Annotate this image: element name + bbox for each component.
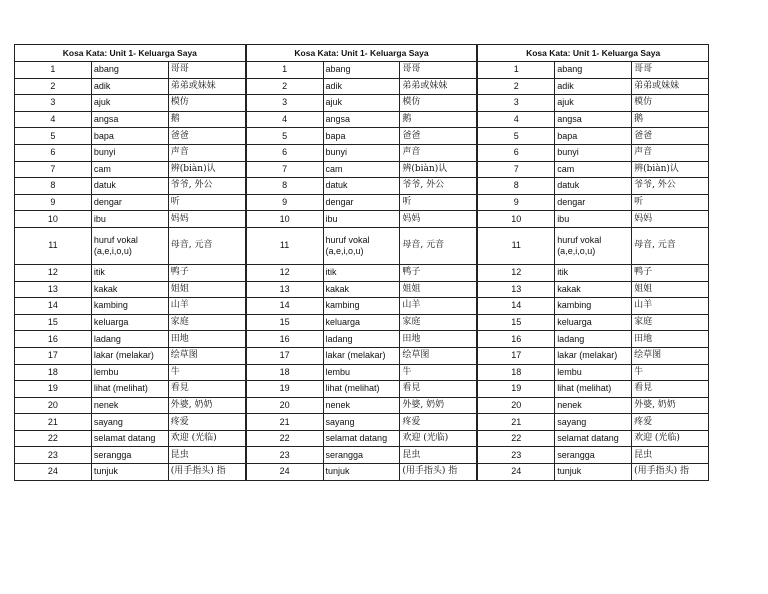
table-row — [478, 464, 709, 481]
table-row — [15, 227, 246, 264]
malay-word — [323, 227, 400, 264]
row-number: 1 — [15, 62, 92, 79]
row-number: 14 — [246, 298, 323, 315]
chinese-meaning: 外婆, 奶奶 — [400, 397, 477, 414]
row-number: 23 — [15, 447, 92, 464]
row-number: 23 — [246, 447, 323, 464]
malay-word: serangga — [91, 447, 168, 464]
table-row — [15, 211, 246, 228]
chinese-meaning: 鸭子 — [632, 264, 709, 281]
malay-word: nenek — [323, 397, 400, 414]
table-row — [246, 364, 477, 381]
chinese-meaning: 哥哥 — [632, 62, 709, 79]
chinese-meaning: 家庭 — [400, 314, 477, 331]
malay-word: adik — [323, 78, 400, 95]
row-number: 5 — [478, 128, 555, 145]
table-row — [478, 78, 709, 95]
table-row — [478, 111, 709, 128]
malay-word: bunyi — [323, 144, 400, 161]
malay-word: cam — [91, 161, 168, 178]
chinese-meaning: 母音, 元音 — [632, 227, 709, 264]
table-row — [478, 211, 709, 228]
table-row — [15, 144, 246, 161]
malay-word: adik — [91, 78, 168, 95]
table-row — [246, 95, 477, 112]
table-row — [478, 314, 709, 331]
table-row — [15, 78, 246, 95]
row-number: 4 — [478, 111, 555, 128]
chinese-meaning: 鹅 — [168, 111, 245, 128]
row-number: 12 — [15, 264, 92, 281]
chinese-meaning: 绘草图 — [632, 347, 709, 364]
table-row — [15, 381, 246, 398]
table-row — [478, 227, 709, 264]
row-number: 7 — [478, 161, 555, 178]
row-number: 11 — [15, 227, 92, 264]
chinese-meaning: 听 — [400, 194, 477, 211]
chinese-meaning: 鹅 — [400, 111, 477, 128]
malay-word: nenek — [555, 397, 632, 414]
chinese-meaning: 弟弟或妹妹 — [632, 78, 709, 95]
chinese-meaning: 模仿 — [400, 95, 477, 112]
row-number: 23 — [478, 447, 555, 464]
row-number: 3 — [246, 95, 323, 112]
malay-word: kakak — [91, 281, 168, 298]
malay-word: lembu — [555, 364, 632, 381]
row-number: 19 — [246, 381, 323, 398]
chinese-meaning: 弟弟或妹妹 — [168, 78, 245, 95]
table-row — [15, 161, 246, 178]
malay-word: lakar (melakar) — [91, 347, 168, 364]
malay-word: kakak — [323, 281, 400, 298]
row-number: 19 — [478, 381, 555, 398]
row-number: 10 — [246, 211, 323, 228]
row-number: 5 — [246, 128, 323, 145]
malay-word: cam — [323, 161, 400, 178]
chinese-meaning: 外婆, 奶奶 — [168, 397, 245, 414]
row-number: 12 — [478, 264, 555, 281]
chinese-meaning: 山羊 — [400, 298, 477, 315]
row-number: 1 — [478, 62, 555, 79]
malay-word: itik — [555, 264, 632, 281]
table-row — [246, 314, 477, 331]
vocab-table-3 — [477, 44, 709, 481]
row-number: 3 — [478, 95, 555, 112]
row-number: 14 — [478, 298, 555, 315]
table-row — [246, 111, 477, 128]
row-number: 8 — [246, 178, 323, 195]
malay-word: selamat datang — [91, 430, 168, 447]
malay-word: bunyi — [91, 144, 168, 161]
vocab-table-2 — [246, 44, 478, 481]
table-row — [15, 430, 246, 447]
chinese-meaning: 妈妈 — [168, 211, 245, 228]
table-row — [478, 364, 709, 381]
table-row — [246, 144, 477, 161]
row-number: 2 — [15, 78, 92, 95]
row-number: 21 — [15, 414, 92, 431]
chinese-meaning: 声音 — [168, 144, 245, 161]
row-number: 9 — [246, 194, 323, 211]
malay-word: angsa — [323, 111, 400, 128]
table-row — [246, 281, 477, 298]
row-number: 9 — [478, 194, 555, 211]
table-row — [15, 331, 246, 348]
row-number: 15 — [478, 314, 555, 331]
malay-word: keluarga — [323, 314, 400, 331]
chinese-meaning: 田地 — [400, 331, 477, 348]
malay-word: bunyi — [555, 144, 632, 161]
malay-word: sayang — [91, 414, 168, 431]
row-number: 17 — [478, 347, 555, 364]
row-number: 22 — [15, 430, 92, 447]
chinese-meaning: 看見 — [400, 381, 477, 398]
chinese-meaning: 姐姐 — [168, 281, 245, 298]
malay-word: selamat datang — [555, 430, 632, 447]
row-number: 17 — [246, 347, 323, 364]
chinese-meaning: 绘草图 — [400, 347, 477, 364]
table-row — [15, 111, 246, 128]
table-row — [246, 414, 477, 431]
malay-word-text: huruf vokal (a,e,i,o,u) — [557, 234, 602, 256]
table-row — [478, 331, 709, 348]
chinese-meaning: 辨(biàn)认 — [168, 161, 245, 178]
chinese-meaning: 鹅 — [632, 111, 709, 128]
malay-word — [555, 227, 632, 264]
chinese-meaning: 牛 — [168, 364, 245, 381]
chinese-meaning: 家庭 — [632, 314, 709, 331]
malay-word: serangga — [323, 447, 400, 464]
chinese-meaning: 家庭 — [168, 314, 245, 331]
row-number: 6 — [246, 144, 323, 161]
malay-word: ajuk — [91, 95, 168, 112]
table-row — [15, 128, 246, 145]
table-row — [246, 397, 477, 414]
malay-word: lihat (melihat) — [555, 381, 632, 398]
row-number: 24 — [246, 464, 323, 481]
chinese-meaning: 母音, 元音 — [400, 227, 477, 264]
table-title: Kosa Kata: Unit 1- Keluarga Saya — [478, 45, 709, 62]
table-row — [478, 397, 709, 414]
chinese-meaning: (用手指头) 指 — [632, 464, 709, 481]
malay-word: abang — [323, 62, 400, 79]
row-number: 14 — [15, 298, 92, 315]
table-title: Kosa Kata: Unit 1- Keluarga Saya — [246, 45, 477, 62]
row-number: 22 — [246, 430, 323, 447]
table-row — [246, 128, 477, 145]
row-number: 16 — [246, 331, 323, 348]
malay-word: itik — [91, 264, 168, 281]
row-number: 8 — [478, 178, 555, 195]
chinese-meaning: 母音, 元音 — [168, 227, 245, 264]
malay-word: ajuk — [555, 95, 632, 112]
row-number: 13 — [478, 281, 555, 298]
table-row — [15, 347, 246, 364]
row-number: 21 — [246, 414, 323, 431]
malay-word: datuk — [323, 178, 400, 195]
malay-word: datuk — [91, 178, 168, 195]
chinese-meaning: 牛 — [400, 364, 477, 381]
row-number: 6 — [15, 144, 92, 161]
malay-word: sayang — [323, 414, 400, 431]
chinese-meaning: 山羊 — [168, 298, 245, 315]
chinese-meaning: 昆虫 — [632, 447, 709, 464]
chinese-meaning: 模仿 — [168, 95, 245, 112]
malay-word: lihat (melihat) — [323, 381, 400, 398]
chinese-meaning: 爸爸 — [168, 128, 245, 145]
row-number: 17 — [15, 347, 92, 364]
malay-word: tunjuk — [91, 464, 168, 481]
malay-word: adik — [555, 78, 632, 95]
row-number: 15 — [15, 314, 92, 331]
table-row — [478, 264, 709, 281]
table-row — [15, 62, 246, 79]
chinese-meaning: 疼爱 — [400, 414, 477, 431]
malay-word: kambing — [323, 298, 400, 315]
chinese-meaning: 哥哥 — [168, 62, 245, 79]
table-row — [246, 381, 477, 398]
chinese-meaning: 昆虫 — [168, 447, 245, 464]
table-row — [246, 227, 477, 264]
malay-word: abang — [91, 62, 168, 79]
row-number: 18 — [15, 364, 92, 381]
row-number: 15 — [246, 314, 323, 331]
chinese-meaning: 声音 — [400, 144, 477, 161]
malay-word: bapa — [91, 128, 168, 145]
chinese-meaning: 弟弟或妹妹 — [400, 78, 477, 95]
malay-word-text: huruf vokal (a,e,i,o,u) — [325, 234, 370, 256]
malay-word — [91, 227, 168, 264]
row-number: 5 — [15, 128, 92, 145]
table-row — [478, 430, 709, 447]
malay-word: kambing — [555, 298, 632, 315]
malay-word: ajuk — [323, 95, 400, 112]
chinese-meaning: 外婆, 奶奶 — [632, 397, 709, 414]
chinese-meaning: 妈妈 — [400, 211, 477, 228]
malay-word: angsa — [91, 111, 168, 128]
malay-word: angsa — [555, 111, 632, 128]
chinese-meaning: 哥哥 — [400, 62, 477, 79]
malay-word-text: huruf vokal (a,e,i,o,u) — [93, 234, 138, 256]
row-number: 19 — [15, 381, 92, 398]
table-row — [478, 281, 709, 298]
malay-word: bapa — [555, 128, 632, 145]
row-number: 24 — [15, 464, 92, 481]
row-number: 10 — [478, 211, 555, 228]
table-row — [15, 314, 246, 331]
table-row — [478, 414, 709, 431]
chinese-meaning: 妈妈 — [632, 211, 709, 228]
row-number: 20 — [246, 397, 323, 414]
table-row — [478, 62, 709, 79]
chinese-meaning: 疼爱 — [168, 414, 245, 431]
table-row — [15, 95, 246, 112]
chinese-meaning: 姐姐 — [400, 281, 477, 298]
malay-word: keluarga — [555, 314, 632, 331]
table-row — [246, 264, 477, 281]
row-number: 2 — [478, 78, 555, 95]
malay-word: ibu — [555, 211, 632, 228]
malay-word: tunjuk — [555, 464, 632, 481]
malay-word: serangga — [555, 447, 632, 464]
table-row — [15, 178, 246, 195]
table-row — [246, 298, 477, 315]
malay-word: ibu — [91, 211, 168, 228]
malay-word: bapa — [323, 128, 400, 145]
table-row — [478, 128, 709, 145]
chinese-meaning: 鸭子 — [168, 264, 245, 281]
malay-word: kakak — [555, 281, 632, 298]
chinese-meaning: 爷爷, 外公 — [168, 178, 245, 195]
table-row — [246, 331, 477, 348]
chinese-meaning: 辨(biàn)认 — [632, 161, 709, 178]
row-number: 13 — [15, 281, 92, 298]
row-number: 9 — [15, 194, 92, 211]
chinese-meaning: 看見 — [632, 381, 709, 398]
malay-word: dengar — [91, 194, 168, 211]
row-number: 11 — [478, 227, 555, 264]
malay-word: dengar — [323, 194, 400, 211]
malay-word: ibu — [323, 211, 400, 228]
chinese-meaning: 疼爱 — [632, 414, 709, 431]
malay-word: abang — [555, 62, 632, 79]
malay-word: cam — [555, 161, 632, 178]
row-number: 6 — [478, 144, 555, 161]
table-row — [478, 161, 709, 178]
table-row — [246, 430, 477, 447]
table-row — [478, 178, 709, 195]
chinese-meaning: 昆虫 — [400, 447, 477, 464]
chinese-meaning: 田地 — [168, 331, 245, 348]
chinese-meaning: (用手指头) 指 — [400, 464, 477, 481]
table-row — [246, 78, 477, 95]
malay-word: sayang — [555, 414, 632, 431]
table-row — [246, 347, 477, 364]
chinese-meaning: 绘草图 — [168, 347, 245, 364]
malay-word: ladang — [323, 331, 400, 348]
malay-word: lembu — [323, 364, 400, 381]
malay-word: kambing — [91, 298, 168, 315]
table-row — [246, 447, 477, 464]
chinese-meaning: 爸爸 — [400, 128, 477, 145]
chinese-meaning: 山羊 — [632, 298, 709, 315]
row-number: 2 — [246, 78, 323, 95]
malay-word: lihat (melihat) — [91, 381, 168, 398]
row-number: 18 — [478, 364, 555, 381]
table-row — [246, 194, 477, 211]
table-row — [478, 298, 709, 315]
table-row — [15, 364, 246, 381]
malay-word: dengar — [555, 194, 632, 211]
chinese-meaning: 听 — [632, 194, 709, 211]
table-title: Kosa Kata: Unit 1- Keluarga Saya — [15, 45, 246, 62]
row-number: 4 — [246, 111, 323, 128]
malay-word: nenek — [91, 397, 168, 414]
table-row — [15, 298, 246, 315]
table-row — [478, 447, 709, 464]
table-row — [478, 95, 709, 112]
row-number: 12 — [246, 264, 323, 281]
table-row — [246, 161, 477, 178]
chinese-meaning: 欢迎 (光临) — [400, 430, 477, 447]
malay-word: datuk — [555, 178, 632, 195]
row-number: 3 — [15, 95, 92, 112]
chinese-meaning: 爷爷, 外公 — [400, 178, 477, 195]
chinese-meaning: 姐姐 — [632, 281, 709, 298]
malay-word: ladang — [555, 331, 632, 348]
table-row — [15, 194, 246, 211]
table-row — [15, 414, 246, 431]
row-number: 20 — [15, 397, 92, 414]
table-row — [478, 144, 709, 161]
chinese-meaning: 爷爷, 外公 — [632, 178, 709, 195]
table-row — [246, 178, 477, 195]
row-number: 11 — [246, 227, 323, 264]
malay-word: itik — [323, 264, 400, 281]
malay-word: lembu — [91, 364, 168, 381]
malay-word: lakar (melakar) — [323, 347, 400, 364]
table-row — [246, 211, 477, 228]
table-row — [478, 381, 709, 398]
row-number: 8 — [15, 178, 92, 195]
vocab-table-1 — [14, 44, 246, 481]
row-number: 18 — [246, 364, 323, 381]
chinese-meaning: 看見 — [168, 381, 245, 398]
chinese-meaning: 牛 — [632, 364, 709, 381]
table-row — [478, 194, 709, 211]
row-number: 16 — [15, 331, 92, 348]
row-number: 1 — [246, 62, 323, 79]
chinese-meaning: 欢迎 (光临) — [168, 430, 245, 447]
row-number: 4 — [15, 111, 92, 128]
row-number: 21 — [478, 414, 555, 431]
chinese-meaning: 声音 — [632, 144, 709, 161]
table-row — [246, 62, 477, 79]
table-row — [15, 447, 246, 464]
row-number: 22 — [478, 430, 555, 447]
chinese-meaning: 欢迎 (光临) — [632, 430, 709, 447]
row-number: 7 — [15, 161, 92, 178]
row-number: 20 — [478, 397, 555, 414]
malay-word: ladang — [91, 331, 168, 348]
chinese-meaning: 听 — [168, 194, 245, 211]
row-number: 7 — [246, 161, 323, 178]
row-number: 24 — [478, 464, 555, 481]
row-number: 10 — [15, 211, 92, 228]
table-row — [478, 347, 709, 364]
chinese-meaning: 辨(biàn)认 — [400, 161, 477, 178]
row-number: 16 — [478, 331, 555, 348]
table-row — [15, 264, 246, 281]
malay-word: lakar (melakar) — [555, 347, 632, 364]
vocabulary-sheet — [14, 44, 709, 481]
malay-word: keluarga — [91, 314, 168, 331]
row-number: 13 — [246, 281, 323, 298]
malay-word: selamat datang — [323, 430, 400, 447]
table-row — [246, 464, 477, 481]
table-row — [15, 464, 246, 481]
malay-word: tunjuk — [323, 464, 400, 481]
table-row — [15, 397, 246, 414]
chinese-meaning: (用手指头) 指 — [168, 464, 245, 481]
chinese-meaning: 模仿 — [632, 95, 709, 112]
chinese-meaning: 鸭子 — [400, 264, 477, 281]
chinese-meaning: 田地 — [632, 331, 709, 348]
chinese-meaning: 爸爸 — [632, 128, 709, 145]
table-row — [15, 281, 246, 298]
